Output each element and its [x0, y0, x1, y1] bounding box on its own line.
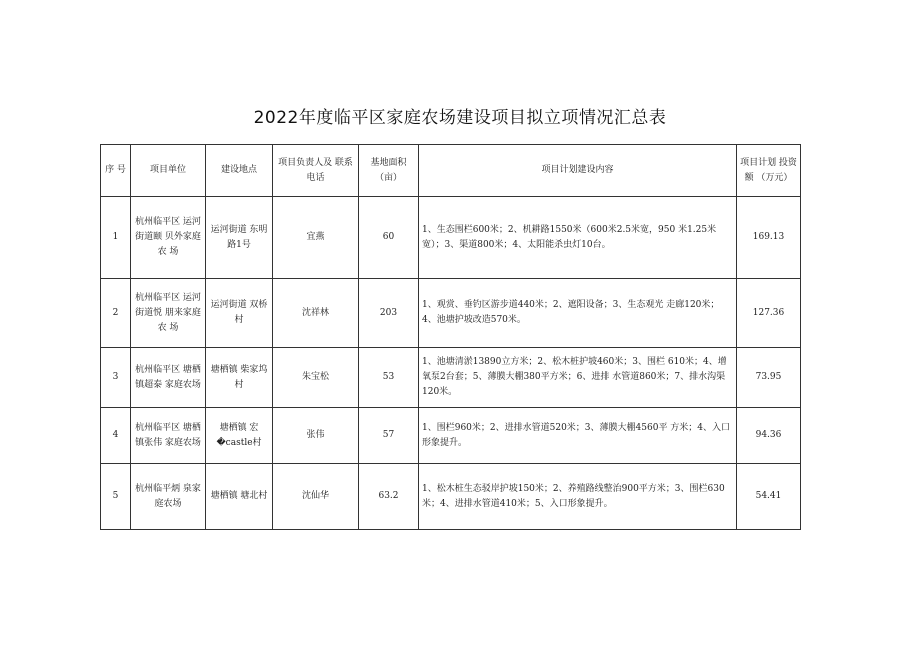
cell-area: 63.2: [359, 464, 419, 530]
cell-investment: 54.41: [737, 464, 801, 530]
cell-unit: 杭州临平区 运河街道颐 贝外家庭农 场: [131, 197, 206, 279]
cell-location: 运河街道 东明路1号: [206, 197, 273, 279]
header-cell-area: 基地面积（亩）: [359, 145, 419, 197]
table-header-row: [101, 145, 801, 197]
cell-location: 运河街道 双桥村: [206, 279, 273, 348]
header-cell-investment: 项目计划 投资额 （万元）: [737, 145, 801, 197]
header-cell-location: 建设地点: [206, 145, 273, 197]
cell-no: 2: [101, 279, 131, 348]
cell-content: 1、围栏960米；2、进排水管道520米；3、薄膜大棚4560平 方米；4、入口形象提升。: [419, 408, 737, 464]
cell-location: 塘栖镇 塘北村: [206, 464, 273, 530]
cell-contact: 沈仙华: [273, 464, 359, 530]
cell-no: 1: [101, 197, 131, 279]
header-cell-no: 序 号: [101, 145, 131, 197]
cell-unit: 杭州临平区 塘栖镇张伟 家庭农场: [131, 408, 206, 464]
cell-area: 53: [359, 348, 419, 408]
header-cell-content: 项目计划建设内容: [419, 145, 737, 197]
cell-content: 1、生态围栏600米；2、机耕路1550米（600米2.5米宽，950 米1.25米宽）；3、渠道800米；4、太阳能杀虫灯10台。: [419, 197, 737, 279]
cell-area: 203: [359, 279, 419, 348]
cell-unit: 杭州临平区 运河街道悦 朋来家庭农 场: [131, 279, 206, 348]
summary-table: [100, 144, 801, 530]
cell-no: 3: [101, 348, 131, 408]
page-title: 2022年度临平区家庭农场建设项目拟立项情况汇总表: [253, 108, 667, 128]
table-row: [101, 464, 801, 530]
cell-area: 60: [359, 197, 419, 279]
cell-no: 5: [101, 464, 131, 530]
cell-unit: 杭州临平区 塘栖镇超泰 家庭农场: [131, 348, 206, 408]
table-row: [101, 197, 801, 279]
cell-investment: 127.36: [737, 279, 801, 348]
cell-location: 塘栖镇 宏�castle村: [206, 408, 273, 464]
header-cell-contact: 项目负责人及 联系电话: [273, 145, 359, 197]
cell-content: 1、池塘清淤13890立方米；2、松木桩护坡460米；3、围栏 610米；4、增氧泵2台套；5、薄膜大棚380平方米；6、进排 水管道860米；7、排水沟渠120米。: [419, 348, 737, 408]
cell-contact: 沈祥林: [273, 279, 359, 348]
cell-investment: 73.95: [737, 348, 801, 408]
table-row: [101, 279, 801, 348]
cell-area: 57: [359, 408, 419, 464]
cell-contact: 张伟: [273, 408, 359, 464]
header-cell-unit: 项目单位: [131, 145, 206, 197]
table-row: [101, 348, 801, 408]
cell-contact: 朱宝松: [273, 348, 359, 408]
cell-contact: 宜燕: [273, 197, 359, 279]
cell-location: 塘栖镇 柴家坞村: [206, 348, 273, 408]
cell-unit: 杭州临平炳 泉家庭农场: [131, 464, 206, 530]
cell-content: 1、松木桩生态驳岸护坡150米；2、养殖路线整治900平方米；3、围栏630米；4、进排水管道410米；5、入口形象提升。: [419, 464, 737, 530]
table-row: [101, 408, 801, 464]
cell-investment: 169.13: [737, 197, 801, 279]
cell-no: 4: [101, 408, 131, 464]
cell-investment: 94.36: [737, 408, 801, 464]
cell-content: 1、观赏、垂钓区游步道440米；2、遮阳设备；3、生态观光 走廊120米；4、池塘护坡改造570米。: [419, 279, 737, 348]
